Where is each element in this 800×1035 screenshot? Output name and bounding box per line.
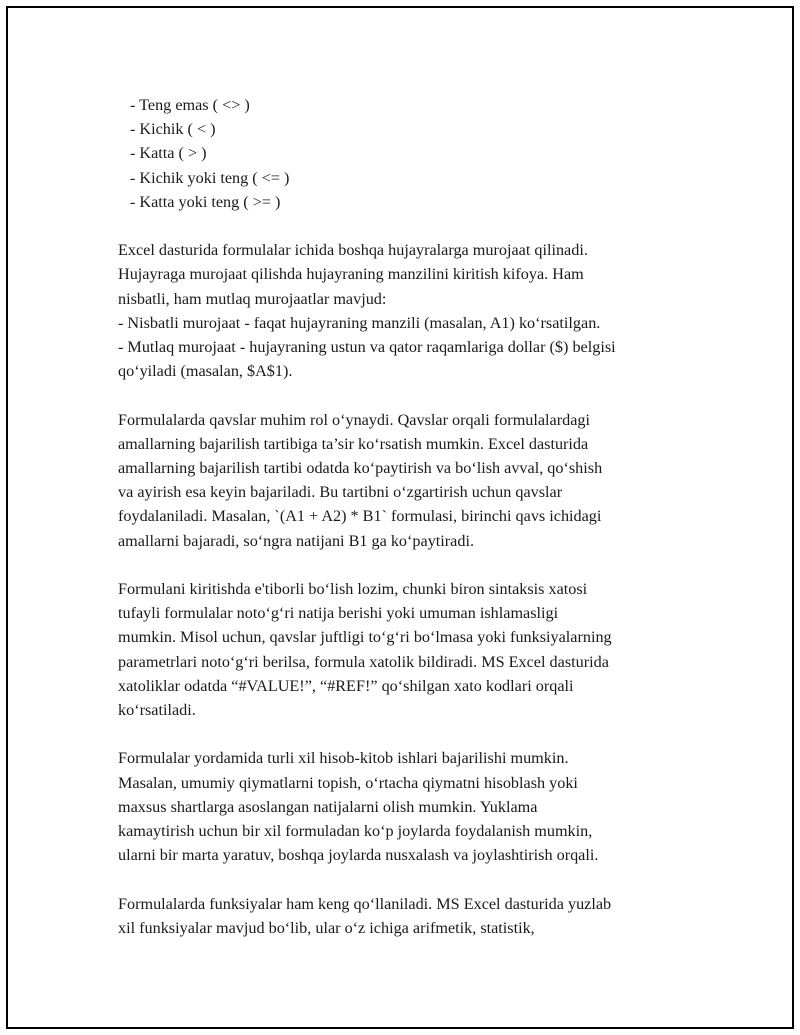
list-item: - Teng emas ( <> ) [130,96,250,114]
text-line: ularni bir marta yaratuv, boshqa joylarda nusxalash va joylashtirish orqali. [118,846,599,865]
text-line: xil funksiyalar mavjud bo‘lib, ular o‘z ichiga arifmetik, statistik, [118,918,535,937]
text-line: xatoliklar odatda “#VALUE!”, “#REF!” qo‘shilgan xato kodlari orqali [118,676,574,695]
operator-list [118,93,698,214]
text-line: kamaytirish uchun bir xil formuladan ko‘p joylarda foydalanish mumkin, [118,822,593,841]
text-line: qo‘yiladi (masalan, $A$1). [118,362,293,381]
text-line: ko‘rsatiladi. [118,701,196,720]
text-line: - Mutlaq murojaat - hujayraning ustun va qator raqamlariga dollar ($) belgisi [118,338,616,357]
text-line: Excel dasturida formulalar ichida boshqa hujayralarga murojaat qilinadi. [118,241,588,260]
list-item: - Kichik yoki teng ( <= ) [130,168,290,187]
paragraph-parentheses [118,408,698,553]
text-line: amallarning bajarilish tartibiga ta’sir ko‘rsatish mumkin. Excel dasturida [118,434,589,453]
text-line: amallarni bajaradi, so‘ngra natijani B1 ga ko‘paytiradi. [118,531,474,550]
text-line: maxsus shartlarga asoslangan natijalarni olish mumkin. Yuklama [118,797,538,816]
text-line: Masalan, umumiy qiymatlarni topish, o‘rtacha qiymatni hisoblash yoki [118,773,578,792]
list-item: - Katta yoki teng ( >= ) [130,192,281,211]
text-line: va ayirish esa keyin bajariladi. Bu tartibni o‘zgartirish uchun qavslar [118,483,563,502]
list-item: - Katta ( > ) [130,144,207,163]
text-line: Hujayraga murojaat qilishda hujayraning manzilini kiritish kifoya. Ham [118,265,584,284]
text-line: - Nisbatli murojaat - faqat hujayraning manzili (masalan, A1) ko‘rsatilgan. [118,313,601,332]
text-line: Formulalar yordamida turli xil hisob-kitob ishlari bajarilishi mumkin. [118,749,569,768]
paragraph-calculations [118,746,698,867]
text-line: amallarning bajarilish tartibi odatda ko‘paytirish va bo‘lish avval, qo‘shish [118,459,603,478]
document-body [118,93,698,940]
text-line: Formulalarda qavslar muhim rol o‘ynaydi. Qavslar orqali formulalardagi [118,410,590,429]
paragraph-cell-references [118,238,698,383]
paragraph-functions [118,892,698,940]
paragraph-errors [118,577,698,722]
text-line: foydalaniladi. Masalan, `(A1 + A2) * B1` formulasi, birinchi qavs ichidagi [118,507,602,526]
text-line: parametrlari noto‘g‘ri berilsa, formula xatolik bildiradi. MS Excel dasturida [118,652,609,671]
text-line: tufayli formulalar noto‘g‘ri natija berishi yoki umuman ishlamasligi [118,604,559,623]
text-line: Formulalarda funksiyalar ham keng qo‘llaniladi. MS Excel dasturida yuzlab [118,894,612,913]
list-item: - Kichik ( < ) [130,120,216,139]
text-line: mumkin. Misol uchun, qavslar juftligi to‘g‘ri bo‘lmasa yoki funksiyalarning [118,628,612,647]
text-line: Formulani kiritishda e'tiborli bo‘lish lozim, chunki biron sintaksis xatosi [118,580,588,599]
text-line: nisbatli, ham mutlaq murojaatlar mavjud: [118,289,387,308]
